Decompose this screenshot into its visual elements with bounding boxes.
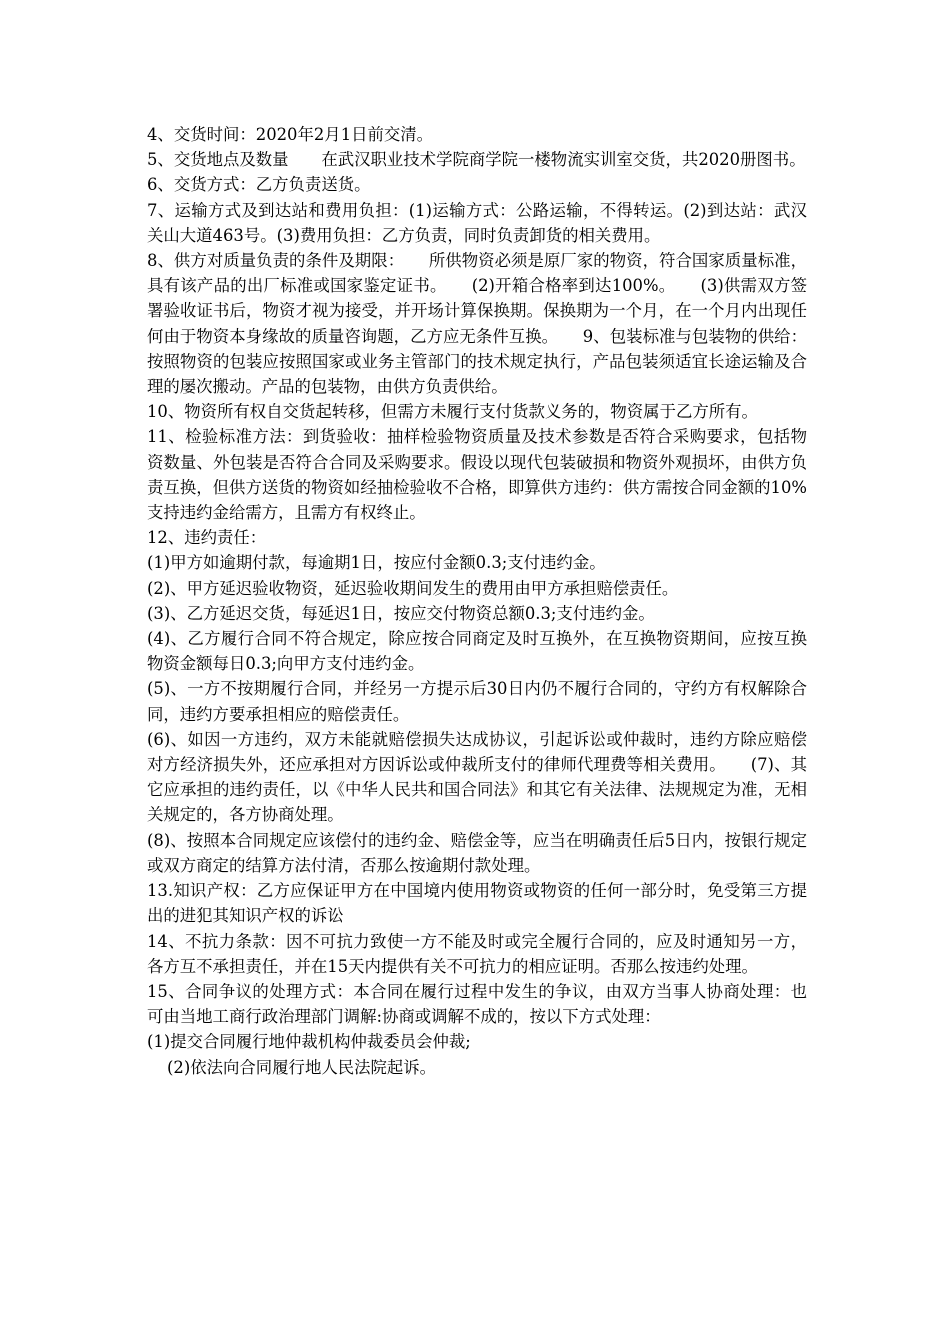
clause-13-ip: 13.知识产权：乙方应保证甲方在中国境内使用物资或物资的任何一部分时，免受第三方提出的进犯其知识产权的诉讼 [147,881,807,926]
clause-11-inspection: 11、检验标准方法：到货验收：抽样检验物资质量及技术参数是否符合采购要求，包括物资数量、外包装是否符合合同及采购要求。假设以现代包装破损和物资外观损坏，由供方负责互换，但供方送货的物资如经抽检验收不合格，即算供方违约：供方需按合同金额的10%支持违约金给需方，且需方有权终止。 [147,427,807,523]
clause-5-delivery-place: 5、交货地点及数量 在武汉职业技术学院商学院一楼物流实训室交货，共2020册图书。 [147,150,806,170]
dispute-option-1: (1)提交合同履行地仲裁机构仲裁委员会仲裁; [147,1032,471,1052]
liability-item-2: (2)、甲方延迟验收物资，延迟验收期间发生的费用由甲方承担赔偿责任。 [147,578,679,598]
liability-item-1: (1)甲方如逾期付款，每逾期1日，按应付金额0.3;支付违约金。 [147,553,606,573]
clause-14-force-majeure: 14、不抗力条款：因不可抗力致使一方不能及时或完全履行合同的，应及时通知另一方，各方互不承担责任，并在15天内提供有关不可抗力的相应证明。否那么按违约处理。 [147,931,807,976]
clause-15-disputes: 15、合同争议的处理方式：本合同在履行过程中发生的争议，由双方当事人协商处理：也可由当地工商行政治理部门调解:协商或调解不成的，按以下方式处理： [147,981,807,1027]
clause-4-delivery-time: 4、交货时间：2020年2月1日前交清。 [147,125,434,144]
clause-7-transport: 7、运输方式及到达站和费用负担：(1)运输方式：公路运输，不得转运。(2)到达站：武汉关山大道463号。(3)费用负担：乙方负责，同时负责卸货的相关费用。 [147,200,807,245]
liability-item-3: (3)、乙方延迟交货，每延迟1日，按应交付物资总额0.3;支付违约金。 [147,603,655,623]
clause-10-ownership: 10、物资所有权自交货起转移，但需方未履行支付货款义务的，物资属于乙方所有。 [147,402,758,422]
liability-item-5: (5)、一方不按期履行合同，并经另一方提示后30日内仍不履行合同的，守约方有权解除合同，违约方要承担相应的赔偿责任。 [147,679,807,724]
liability-item-8: (8)、按照本合同规定应该偿付的违约金、赔偿金等，应当在明确责任后5日内，按银行规定或双方商定的结算方法付清，否那么按逾期付款处理。 [147,830,807,875]
liability-item-4: (4)、乙方履行合同不符合规定，除应按合同商定及时互换外，在互换物资期间，应按互换物资金额每日0.3;向甲方支付违约金。 [147,629,807,674]
clause-8-quality: 8、供方对质量负责的条件及期限： 所供物资必须是原厂家的物资，符合国家质量标准，具有该产品的出厂标准或国家鉴定证书。 (2)开箱合格率到达100%。 (3)供需双方签署验收证书后，物资才视为接受，并开场计算保换期。保换期为一个月，在一个月内出现任何由于物资本身缘故的质量咨询题，乙方应无条件互换。 9、包装标准与包装物的供给：按照物资的包装应按照国家或业务主管部门的技术规定执行，产品包装须适宜长途运输及合理的屡次搬动。产品的包装物，由供方负责供给。 [147,251,807,397]
clause-12-liability-heading: 12、违约责任： [147,528,267,548]
clause-6-delivery-method: 6、交货方式：乙方负责送货。 [147,175,371,195]
liability-item-6-7: (6)、如因一方违约，双方未能就赔偿损失达成协议，引起诉讼或仲裁时，违约方除应赔偿对方经济损失外，还应承担对方因诉讼或仲裁所支付的律师代理费等相关费用。 (7)、其它应承担的违约责任，以《中华人民共和国合同法》和其它有关法律、法规规定为准，无相关规定的，各方协商处理。 [147,729,807,825]
document-body [147,122,807,1080]
dispute-option-2: (2)依法向合同履行地人民法院起诉。 [167,1057,437,1077]
